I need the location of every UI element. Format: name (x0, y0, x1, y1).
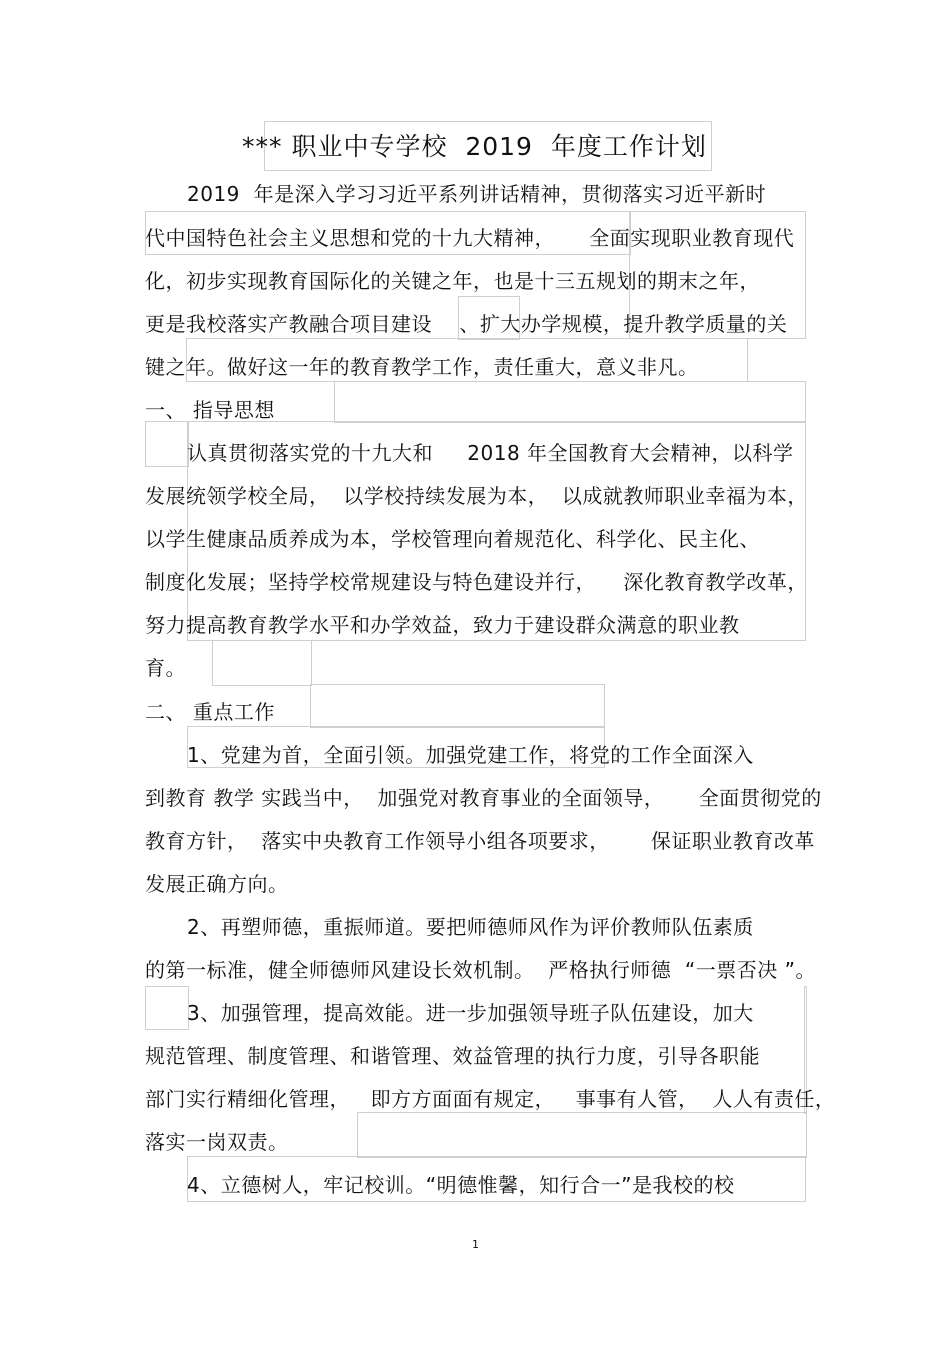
section-paragraph-line: 努力提高教育教学水平和办学效益，致力于建设群众满意的职业教 (145, 613, 740, 637)
frame-line (357, 1112, 807, 1158)
section-paragraph-line: 制度化发展；坚持学校常规建设与特色建设并行， 深化教育教学改革， (145, 570, 808, 594)
section-paragraph-line: 发展统领学校全局， 以学校持续发展为本， 以成就教师职业幸福为本， (145, 484, 808, 508)
section-paragraph-line: 2、再塑师德，重振师道。要把师德师风作为评价教师队伍素质 (187, 915, 754, 939)
frame-line (334, 381, 806, 423)
section-paragraph-line: 认真贯彻落实党的十九大和 2018 年全国教育大会精神，以科学 (187, 441, 794, 465)
section-paragraph-line: 发展正确方向。 (145, 872, 289, 896)
section-paragraph-line: 的第一标准，健全师德师风建设长效机制。 严格执行师德 “一票否决 ”。 (145, 958, 817, 982)
section-paragraph-line: 到教育 教学 实践当中， 加强党对教育事业的全面领导， 全面贯彻党的 (145, 786, 822, 810)
intro-line-4: 更是我校落实产教融合项目建设 、扩大办学规模，提升教学质量的关 (145, 312, 788, 336)
section-paragraph-line: 落实一岗双责。 (145, 1130, 289, 1154)
intro-line-3: 化，初步实现教育国际化的关键之年，也是十三五规划的期末之年， (145, 269, 760, 293)
section-heading: 二、 重点工作 (145, 700, 275, 724)
section-paragraph-line: 以学生健康品质养成为本，学校管理向着规范化、科学化、民主化、 (145, 527, 760, 551)
frame-line (310, 684, 605, 728)
frame-line (212, 640, 312, 686)
page-number: 1 (472, 1238, 479, 1251)
intro-line-1: 2019 年是深入学习习近平系列讲话精神，贯彻落实习近平新时 (187, 182, 767, 206)
section-paragraph-line: 1、党建为首，全面引领。加强党建工作，将党的工作全面深入 (187, 743, 754, 767)
intro-line-5: 键之年。做好这一年的教育教学工作，责任重大，意义非凡。 (145, 355, 699, 379)
section-paragraph-line: 部门实行精细化管理， 即方方面面有规定， 事事有人管， 人人有责任， (145, 1087, 836, 1111)
frame-line (145, 421, 189, 467)
section-paragraph-line: 育。 (145, 656, 186, 680)
section-paragraph-line: 4、立德树人，牢记校训。“明德惟馨，知行合一”是我校的校 (187, 1173, 735, 1197)
frame-line (145, 986, 189, 1030)
document-title: *** 职业中专学校 2019 年度工作计划 (242, 132, 707, 161)
section-paragraph-line: 3、加强管理，提高效能。进一步加强领导班子队伍建设，加大 (187, 1001, 754, 1025)
intro-line-2: 代中国特色社会主义思想和党的十九大精神， 全面实现职业教育现代 (145, 226, 795, 250)
section-paragraph-line: 规范管理、制度管理、和谐管理、效益管理的执行力度，引导各职能 (145, 1044, 760, 1068)
section-paragraph-line: 教育方针， 落实中央教育工作领导小组各项要求， 保证职业教育改革 (145, 829, 815, 853)
section-heading: 一、 指导思想 (145, 398, 275, 422)
